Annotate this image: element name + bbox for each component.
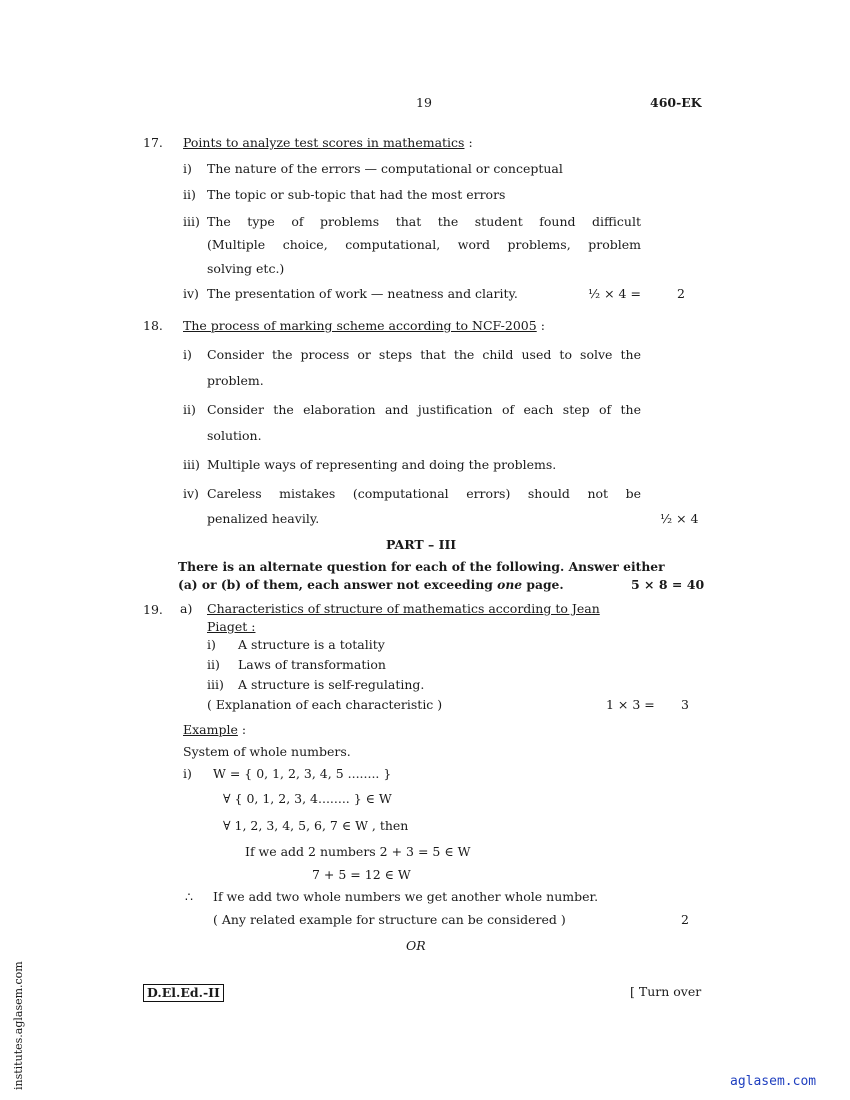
item-text: Laws of transformation — [238, 657, 386, 672]
item-text: Multiple ways of representing and doing the problems. — [207, 457, 557, 472]
part-marks: 5 × 8 = 40 — [631, 577, 705, 592]
therefore-symbol: ∴ — [185, 889, 193, 904]
instruction-text: page. — [522, 577, 564, 592]
instruction-line — [178, 577, 564, 593]
item-num: i) — [183, 766, 192, 781]
item-num: ii) — [183, 402, 196, 417]
question-number: 17. — [143, 135, 163, 150]
marks: 2 — [677, 286, 685, 301]
instruction-line: There is an alternate question for each of the following. Answer either — [178, 559, 665, 574]
item-num: i) — [183, 347, 192, 362]
colon: : — [237, 722, 247, 737]
marks-calc: 1 × 3 = — [606, 697, 655, 712]
item-text: solution. — [207, 428, 262, 443]
math-line: 7 + 5 = 12 ∈ W — [312, 867, 411, 882]
example-text: System of whole numbers. — [183, 744, 351, 759]
item-text: The presentation of work — neatness and clarity. — [207, 286, 518, 301]
question-title: Characteristics of structure of mathematics according to Jean — [207, 601, 600, 616]
item-num: ii) — [207, 657, 220, 672]
item-text: A structure is self-regulating. — [238, 677, 425, 692]
sub-question: a) — [180, 601, 193, 616]
math-line: ∀ 1, 2, 3, 4, 5, 6, 7 ∈ W , then — [223, 818, 409, 833]
instruction-text: (a) or (b) of them, each answer not exceeding — [178, 577, 498, 592]
example-label: Example — [183, 722, 238, 737]
item-num: i) — [183, 161, 192, 176]
marks: 2 — [681, 912, 689, 927]
paper-code: 460-EK — [650, 95, 702, 110]
marks: 3 — [681, 697, 689, 712]
item-text: problem. — [207, 373, 264, 388]
question-title — [183, 318, 545, 334]
item-text: The topic or sub-topic that had the most errors — [207, 187, 506, 202]
item-text: solving etc.) — [207, 261, 285, 276]
side-watermark: institutes.aglasem.com — [12, 961, 25, 1090]
item-text: Careless mistakes (computational errors) should not be — [207, 486, 641, 501]
or-separator: OR — [406, 938, 426, 953]
item-num: i) — [207, 637, 216, 652]
instruction-emphasis: one — [497, 577, 523, 592]
question-number: 18. — [143, 318, 163, 333]
marks-calc: ½ × 4 = — [588, 286, 641, 301]
item-text: Consider the process or steps that the child used to solve the — [207, 347, 641, 362]
item-num: ii) — [183, 187, 196, 202]
item-num: iii) — [207, 677, 224, 692]
math-line: W = { 0, 1, 2, 3, 4, 5 ........ } — [213, 766, 392, 781]
item-text: The nature of the errors — computational or conceptual — [207, 161, 563, 176]
math-line: ∀ { 0, 1, 2, 3, 4........ } ∈ W — [223, 791, 392, 806]
item-text: Consider the elaboration and justification of each step of the — [207, 402, 641, 417]
example-heading — [183, 722, 246, 738]
item-num: iii) — [183, 214, 200, 229]
colon: : — [464, 135, 473, 150]
item-num: iii) — [183, 457, 200, 472]
question-title: Piaget : — [207, 619, 256, 634]
item-num: iv) — [183, 486, 199, 501]
item-text: (Multiple choice, computational, word problems, problem — [207, 237, 641, 252]
course-code: D.El.Ed.-II — [143, 984, 224, 1002]
title-text: The process of marking scheme according to NCF-2005 — [183, 318, 537, 333]
item-num: iv) — [183, 286, 199, 301]
turn-over: [ Turn over — [630, 984, 702, 999]
question-number: 19. — [143, 602, 163, 617]
math-line: If we add 2 numbers 2 + 3 = 5 ∈ W — [245, 844, 471, 859]
part-title: PART – III — [386, 537, 457, 552]
explanation-note: ( Explanation of each characteristic ) — [207, 697, 443, 712]
item-text: The type of problems that the student found difficult — [207, 214, 641, 229]
title-text: Points to analyze test scores in mathematics — [183, 135, 465, 150]
conclusion-text: If we add two whole numbers we get another whole number. — [213, 889, 599, 904]
page-number: 19 — [416, 95, 432, 110]
item-text: penalized heavily. — [207, 511, 320, 526]
question-title — [183, 135, 473, 151]
item-text: A structure is a totality — [238, 637, 385, 652]
note-text: ( Any related example for structure can be considered ) — [213, 912, 566, 927]
marks: ½ × 4 — [660, 511, 699, 526]
colon: : — [536, 318, 545, 333]
brand-watermark: aglasem.com — [730, 1074, 817, 1089]
